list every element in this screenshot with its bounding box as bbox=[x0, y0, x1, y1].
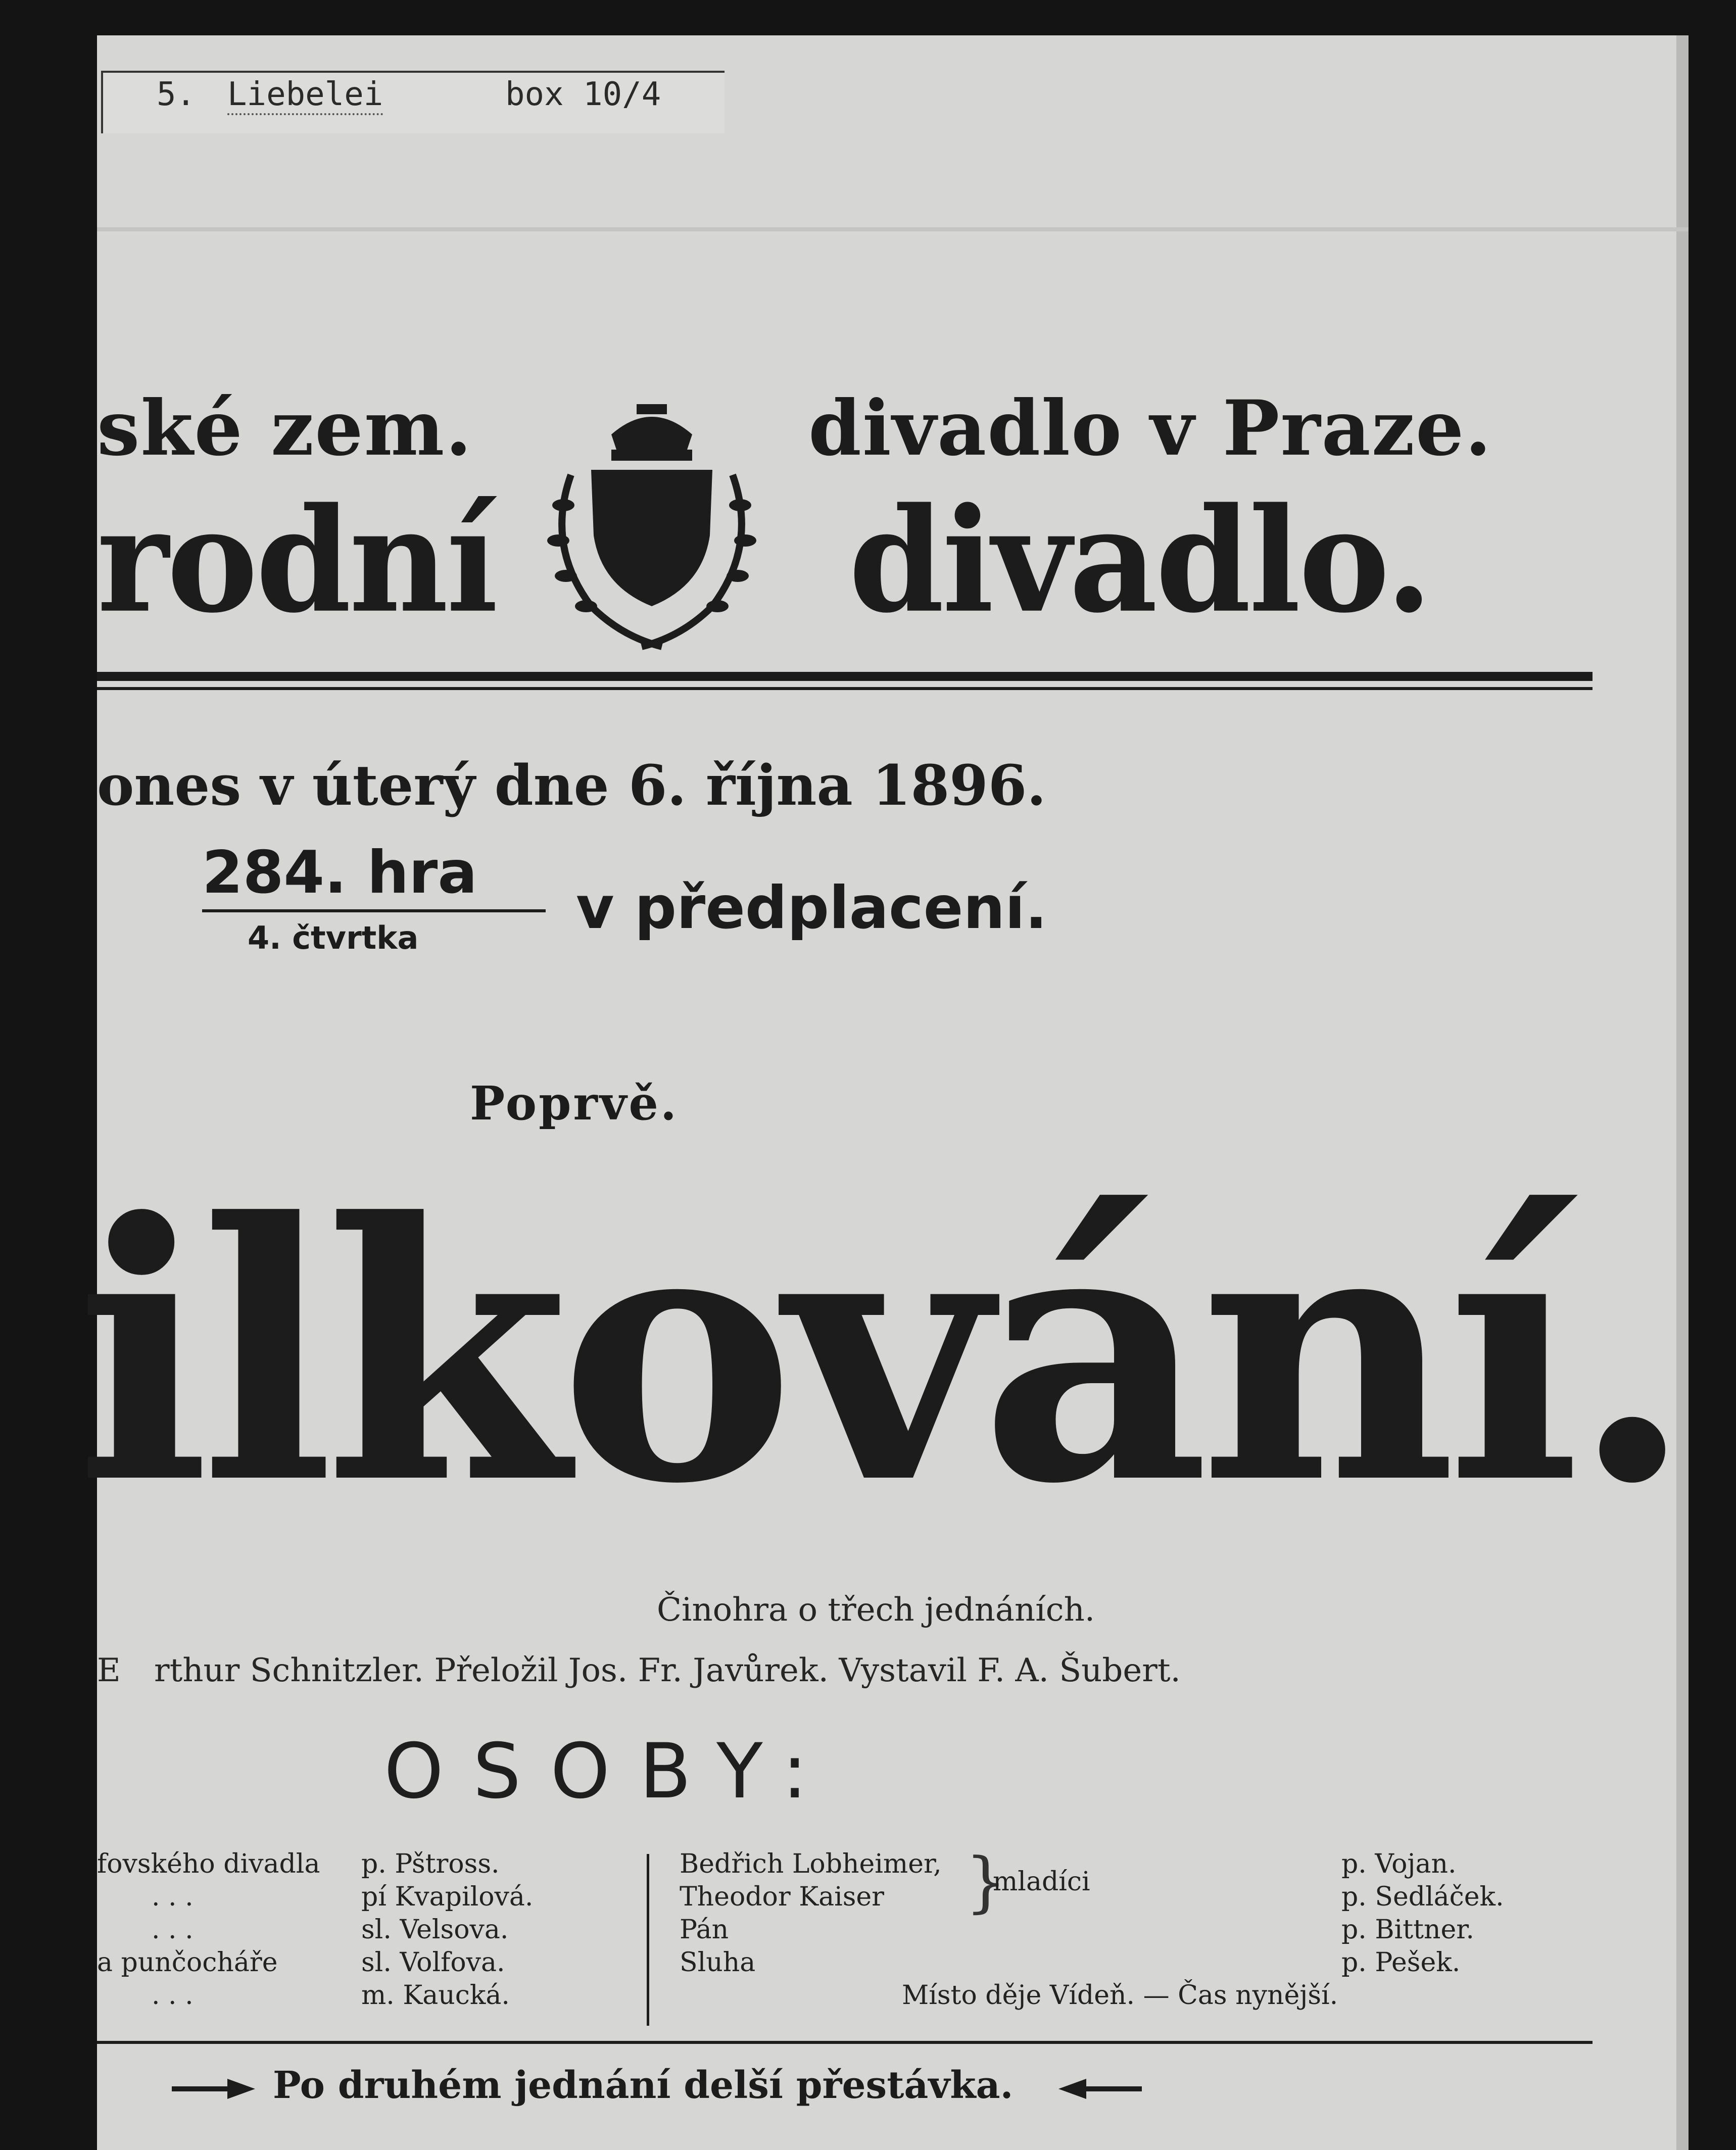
cast-right-role: Theodor Kaiser bbox=[680, 1882, 885, 1912]
cast-right-actor: p. Sedláček. bbox=[1341, 1882, 1504, 1912]
cast-group-label: mladíci bbox=[993, 1867, 1090, 1897]
play-genre: Činohra o třech jednáních. bbox=[657, 1591, 1095, 1629]
setting-note: Místo děje Vídeň. — Čas nynější. bbox=[902, 1980, 1338, 2011]
archive-label-index: 5. bbox=[157, 76, 196, 113]
premiere-note: Poprvě. bbox=[470, 1076, 679, 1131]
paper-fold-edge bbox=[1676, 35, 1689, 2150]
paper-fold-crease bbox=[97, 227, 1689, 231]
cast-left-actor: sl. Velsova. bbox=[361, 1915, 509, 1945]
play-credits: rthur Schnitzler. Přeložil Jos. Fr. Javůrek. Vystavil F. A. Šubert. bbox=[154, 1652, 1181, 1689]
pointing-hand-right-icon bbox=[167, 2066, 263, 2112]
cast-group-brace: } bbox=[965, 1843, 1007, 1920]
cast-left-role: a punčocháře bbox=[97, 1947, 278, 1978]
header-rule-thick bbox=[97, 672, 1593, 681]
archive-label-box: box 10/4 bbox=[505, 76, 661, 113]
header-line1-right: divadlo v Praze. bbox=[808, 384, 1492, 473]
cast-right-role: Pán bbox=[680, 1915, 729, 1945]
subscription-quarter: 4. čtvrtka bbox=[248, 919, 419, 956]
crowned-shield-icon bbox=[536, 394, 768, 657]
cast-heading: OSOBY: bbox=[384, 1728, 837, 1816]
header-line2-left: rodní bbox=[97, 476, 496, 645]
header-line1-left: ské zem. bbox=[97, 384, 473, 473]
cast-left-role: . . . bbox=[152, 1980, 194, 2011]
header-line2-right: divadlo. bbox=[849, 476, 1431, 645]
cast-right-role: Bedřich Lobheimer, bbox=[680, 1849, 942, 1879]
play-title: ilkování. bbox=[76, 1146, 1684, 1561]
cast-left-actor: p. Pštross. bbox=[361, 1849, 500, 1879]
cast-right-actor: p. Bittner. bbox=[1341, 1915, 1474, 1945]
cast-right-role: Sluha bbox=[680, 1947, 756, 1978]
cast-left-role: fovského divadla bbox=[97, 1849, 320, 1879]
cast-left-actor: sl. Volfova. bbox=[361, 1947, 505, 1978]
cast-right-actor: p. Pešek. bbox=[1341, 1947, 1461, 1978]
cast-left-role: . . . bbox=[152, 1915, 194, 1945]
intermission-note: Po druhém jednání delší přestávka. bbox=[273, 2064, 1014, 2107]
play-credits-edge: E bbox=[97, 1652, 121, 1689]
cast-left-actor: pí Kvapilová. bbox=[361, 1882, 534, 1912]
performance-date: ones v úterý dne 6. října 1896. bbox=[97, 753, 1046, 818]
cast-left-role: . . . bbox=[152, 1882, 194, 1912]
subscription-note: v předplacení. bbox=[576, 874, 1047, 942]
cast-column-divider bbox=[647, 1854, 649, 2026]
pointing-hand-left-icon bbox=[1051, 2066, 1147, 2112]
header-rule-thin bbox=[97, 687, 1593, 690]
footer-rule bbox=[97, 2041, 1593, 2044]
playbill-paper bbox=[97, 35, 1689, 2150]
cast-left-actor: m. Kaucká. bbox=[361, 1980, 510, 2011]
play-number: 284. hra bbox=[202, 839, 477, 907]
play-number-rule bbox=[202, 909, 546, 912]
archive-label-title: Liebelei bbox=[227, 76, 383, 115]
cast-right-actor: p. Vojan. bbox=[1341, 1849, 1457, 1879]
